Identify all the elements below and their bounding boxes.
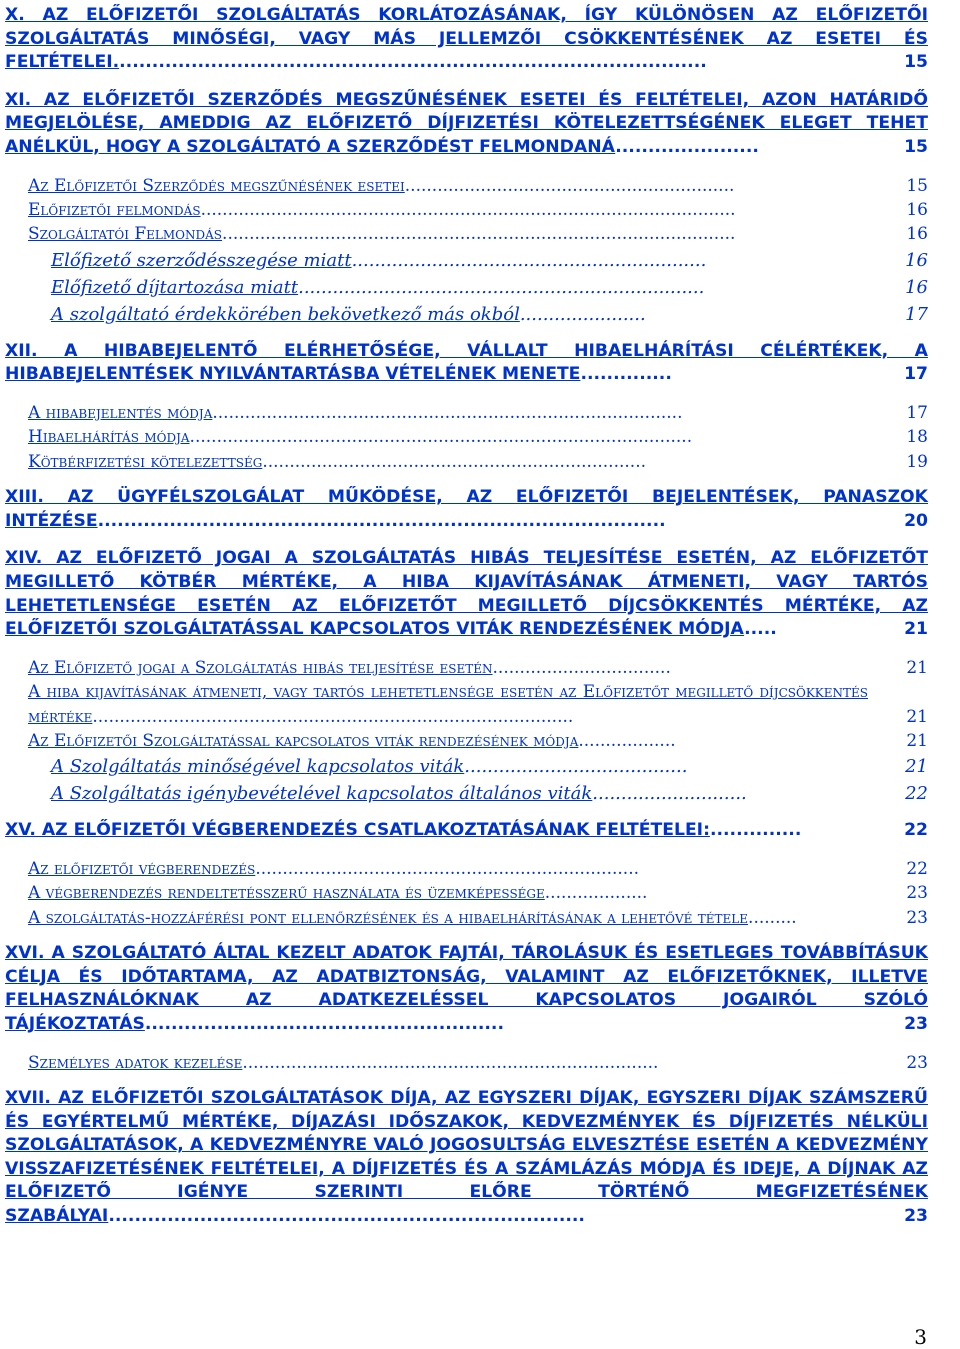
toc-entry[interactable]	[28, 881, 928, 905]
toc-entry-title: Az Előfizetői Szerződés megszűnésének esetei	[28, 175, 405, 196]
toc-page-number: 15	[904, 136, 928, 157]
toc-entry[interactable]	[28, 174, 928, 198]
toc-leader-dots: ...........................	[592, 783, 747, 805]
toc-leader-dots: .............................................................................	[242, 1052, 659, 1073]
toc-entry-title: Előfizető díjtartozása miatt	[51, 276, 299, 298]
toc-entry[interactable]	[51, 753, 928, 780]
toc-page-number: 16	[906, 224, 928, 245]
toc-entry[interactable]	[51, 274, 928, 301]
toc-leader-dots: .......................................................................	[298, 276, 705, 298]
toc-entry[interactable]	[51, 301, 928, 328]
toc-leader-dots: .......................................................................................	[212, 402, 683, 423]
toc-leader-dots: .......................................................................................	[97, 510, 666, 531]
toc-entry[interactable]	[5, 942, 928, 1036]
toc-leader-dots: ......................	[519, 303, 646, 325]
toc-leader-dots: ..............	[580, 364, 672, 385]
toc-leader-dots: .........	[748, 907, 797, 928]
toc-page-number: 23	[904, 1205, 928, 1226]
toc-entry-title: Szolgáltatói Felmondás	[28, 224, 223, 245]
toc-page-number: 22	[904, 820, 928, 841]
toc-page-number: 17	[904, 364, 928, 385]
toc-entry[interactable]	[5, 486, 928, 533]
toc-entry-title: A hiba kijavításának átmeneti, vagy tartós lehetetlensége esetén az Előfizetőt megillető díjcsökkentés mértéke	[28, 682, 868, 727]
toc-entry[interactable]	[5, 547, 928, 641]
toc-entry-title: X. AZ ELŐFIZETŐI SZOLGÁLTATÁS KORLÁTOZÁSÁNAK, ÍGY KÜLÖNÖSEN AZ ELŐFIZETŐI SZOLGÁLTATÁS MINŐSÉGI, VAGY MÁS JELLEMZŐI CSÖKKENTÉSÉNEK AZ ESETEI ÉS FELTÉTELEI.	[5, 5, 928, 73]
toc-entry-title: A Szolgáltatás igénybevételével kapcsolatos általános viták	[51, 783, 593, 805]
toc-entry-title: Személyes adatok kezelése	[28, 1052, 243, 1073]
toc-entry[interactable]	[5, 4, 928, 75]
toc-page-number: 23	[906, 1052, 928, 1073]
table-of-contents	[5, 4, 928, 1243]
toc-entry[interactable]	[28, 222, 928, 246]
toc-entry[interactable]	[5, 1087, 928, 1229]
toc-entry-title: Előfizetői felmondás	[28, 199, 201, 220]
toc-leader-dots: .......................................................................	[255, 858, 639, 879]
toc-entry[interactable]	[28, 729, 928, 753]
toc-leader-dots: ..........................................................................................	[119, 52, 707, 73]
toc-entry-title: A hibabejelentés módja	[28, 402, 213, 423]
toc-leader-dots: .........................................................................................	[92, 706, 574, 727]
toc-entry[interactable]	[28, 680, 928, 729]
toc-entry-title: XIV. AZ ELŐFIZETŐ JOGAI A SZOLGÁLTATÁS HIBÁS TELJESÍTÉSE ESETÉN, AZ ELŐFIZETŐT MEGILLETŐ KÖTBÉR MÉRTÉKE, A HIBA KIJAVÍTÁSÁNAK ÁTMENETI, VAGY TARTÓS LEHETETLENSÉGE ESETÉN AZ ELŐFIZETŐT MEGILLETŐ DÍJCSÖKKENTÉS MÉRTÉKE, AZ ELŐFIZETŐI SZOLGÁLTATÁSSAL KAPCSOLATOS VITÁK RENDEZÉSÉNEK MÓDJA	[5, 548, 928, 640]
toc-leader-dots: ..............	[709, 820, 802, 841]
toc-leader-dots: ..................	[578, 730, 676, 751]
toc-page-number: 23	[904, 1013, 928, 1034]
toc-page-number: 17	[905, 303, 928, 325]
toc-entry[interactable]	[28, 425, 928, 449]
toc-leader-dots: ...................	[544, 883, 648, 904]
toc-entry-title: XVII. AZ ELŐFIZETŐI SZOLGÁLTATÁSOK DÍJA, AZ EGYSZERI DÍJAK, EGYSZERI DÍJAK SZÁMSZERŰ ÉS EGYÉRTELMŰ MÉRTÉKE, DÍJAZÁSI IDŐSZAKOK, KEDVEZMÉNYEK ÉS DÍJFIZETÉS NÉLKÜLI SZOLGÁLTATÁSOK, A KEDVEZMÉNYRE VALÓ JOGOSULTSÁG ELVESZTÉSE ESETÉN A KEDVEZMÉNY VISSZAFIZETÉSÉNEK FELTÉTELEI, A DÍJFIZETÉS ÉS A SZÁMLÁZÁS MÓDJA ÉS IDEJE, A DÍJNAK AZ ELŐFIZETŐ IGÉNYE SZERINTI ELŐRE TÖRTÉNŐ MEGFIZETÉSÉNEK SZABÁLYAI	[5, 1087, 928, 1226]
toc-page-number: 19	[906, 451, 928, 472]
toc-page-number: 21	[905, 756, 928, 778]
toc-entry[interactable]	[51, 780, 928, 807]
toc-page-number: 17	[906, 402, 928, 423]
toc-entry-title: XI. AZ ELŐFIZETŐI SZERZŐDÉS MEGSZŰNÉSÉNEK ESETEI ÉS FELTÉTELEI, AZON HATÁRIDŐ MEGJELÖLÉSE, AMEDDIG AZ ELŐFIZETŐ DÍJFIZETÉSI KÖTELEZETTSÉGÉNEK ELEGET TEHET ANÉLKÜL, HOGY A SZOLGÁLTATÓ A SZERZŐDÉST FELMONDANÁ	[5, 89, 928, 157]
toc-page-number: 21	[906, 706, 928, 727]
toc-entry-title: XIII. AZ ÜGYFÉLSZOLGÁLAT MŰKÖDÉSE, AZ ELŐFIZETŐI BEJELENTÉSEK, PANASZOK INTÉZÉSE	[5, 487, 928, 531]
toc-leader-dots: .....	[744, 619, 777, 640]
toc-page-number: 16	[905, 276, 928, 298]
toc-leader-dots: ......................	[615, 136, 759, 157]
toc-entry-title: XII. A HIBABEJELENTŐ ELÉRHETŐSÉGE, VÁLLALT HIBAELHÁRÍTÁSI CÉLÉRTÉKEK, A HIBABEJELENTÉSEK NYILVÁNTARTÁSBA VÉTELÉNEK MENETE	[5, 340, 928, 385]
toc-page-number: 20	[904, 510, 928, 531]
toc-page-number: 23	[906, 883, 928, 904]
toc-entry[interactable]	[5, 89, 928, 160]
toc-entry-title: A szolgáltató érdekkörében bekövetkező más okból	[51, 303, 520, 325]
toc-entry[interactable]	[28, 1051, 928, 1075]
toc-entry[interactable]	[28, 450, 928, 474]
toc-page-number: 15	[906, 175, 928, 196]
toc-leader-dots: .......................................................	[144, 1013, 504, 1034]
toc-entry-title: XVI. A SZOLGÁLTATÓ ÁLTAL KEZELT ADATOK FAJTÁI, TÁROLÁSUK ÉS ESETLEGES TOVÁBBÍTÁSUK CÉLJA ÉS IDŐTARTAMA, AZ ADATBIZTONSÁG, VALAMINT AZ ELŐFIZETŐKNEK, ILLETVE FELHASZNÁLÓKNAK AZ ADATKEZELÉSSEL KAPCSOLATOS JOGAIRÓL SZÓLÓ TÁJÉKOZTATÁS	[5, 943, 928, 1034]
toc-entry-title: Az Előfizető jogai a Szolgáltatás hibás teljesítése esetén	[28, 657, 493, 678]
toc-entry-title: Az előfizetői végberendezés	[28, 858, 256, 879]
toc-entry[interactable]	[5, 340, 928, 387]
toc-entry-title: A végberendezés rendeltetésszerű használata és üzemképessége	[28, 883, 545, 904]
toc-entry-title: XV. AZ ELŐFIZETŐI VÉGBERENDEZÉS CSATLAKOZTATÁSÁNAK FELTÉTELEI:	[5, 820, 710, 841]
toc-leader-dots: .............................................................	[404, 175, 735, 196]
toc-entry[interactable]	[28, 401, 928, 425]
toc-page-number: 22	[905, 783, 928, 805]
toc-leader-dots: .......................................................................	[262, 451, 646, 472]
toc-entry-title: Előfizető szerződésszegése miatt	[51, 249, 352, 271]
toc-page-number: 15	[904, 52, 928, 73]
page-number: 3	[914, 1325, 927, 1349]
toc-entry-title: Hibaelhárítás módja	[28, 427, 190, 448]
toc-leader-dots: ...................................................................................................	[200, 199, 736, 220]
toc-entry-title: A Szolgáltatás minőségével kapcsolatos viták	[51, 756, 465, 778]
toc-page-number: 16	[905, 249, 928, 271]
toc-entry-title: A szolgáltatás-hozzáférési pont ellenőrzésének és a hibaelhárításának a lehetővé tétele	[28, 907, 749, 928]
toc-page-number: 22	[906, 858, 928, 879]
toc-entry[interactable]	[5, 819, 928, 843]
toc-page-number: 21	[906, 657, 928, 678]
toc-entry[interactable]	[28, 857, 928, 881]
toc-page-number: 21	[904, 619, 928, 640]
toc-entry[interactable]	[28, 198, 928, 222]
toc-entry-title: Kötbérfizetési kötelezettség	[28, 451, 263, 472]
toc-leader-dots: ..............................................................	[351, 249, 707, 271]
toc-leader-dots: ...............................................................................................	[222, 224, 736, 245]
toc-leader-dots: .......................................	[464, 756, 688, 778]
toc-entry[interactable]	[51, 247, 928, 274]
toc-leader-dots: .................................	[492, 657, 671, 678]
toc-page-number: 18	[906, 427, 928, 448]
toc-entry[interactable]	[28, 656, 928, 680]
toc-leader-dots: .........................................................................	[108, 1205, 585, 1226]
toc-page-number: 21	[906, 730, 928, 751]
toc-entry-title: Az Előfizetői Szolgáltatással kapcsolatos viták rendezésének módja	[28, 730, 579, 751]
toc-page-number: 23	[906, 907, 928, 928]
toc-entry[interactable]	[28, 906, 928, 930]
toc-leader-dots: .............................................................................................	[189, 427, 693, 448]
toc-page-number: 16	[906, 199, 928, 220]
